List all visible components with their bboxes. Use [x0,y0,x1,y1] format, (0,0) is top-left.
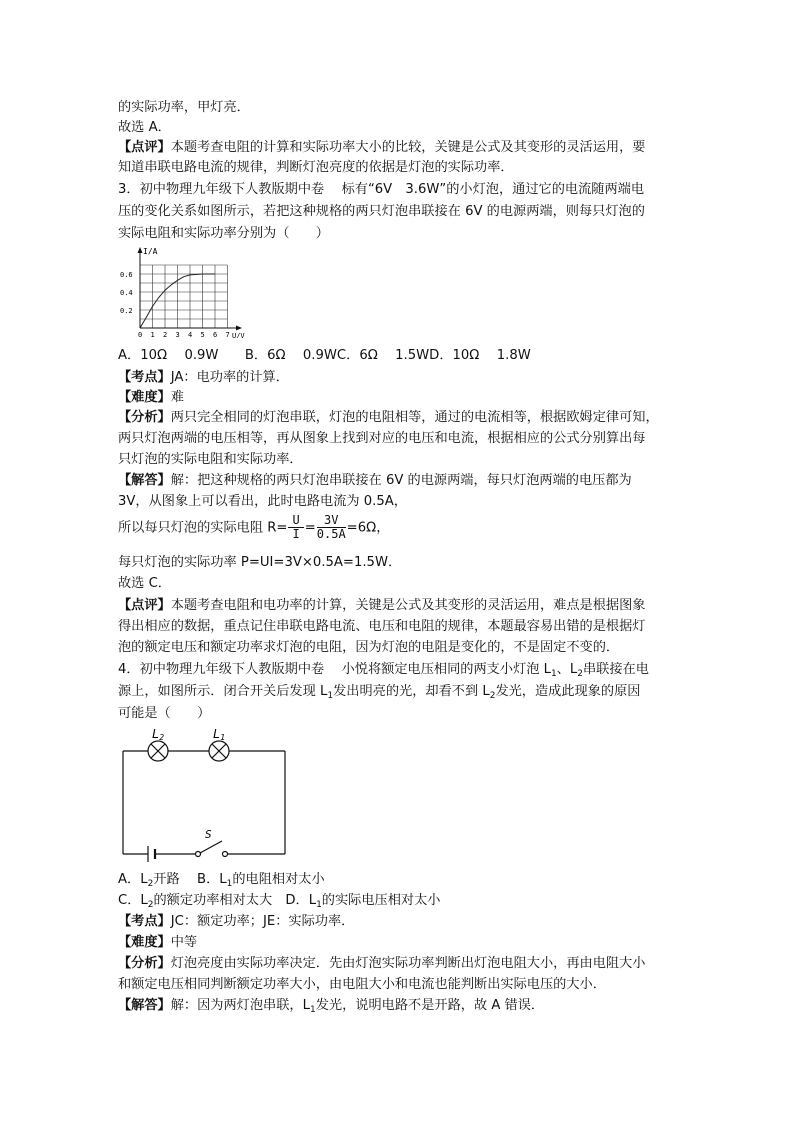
subscript: 1 [327,691,334,701]
q4-text: 、L [556,662,578,677]
subscript: 2 [147,879,154,889]
question-3-line: 压的变化关系如图所示，若把这种规格的两只灯泡串联接在 6V 的电源两端，则每只灯泡的 [118,204,645,219]
y-axis-arrow [138,247,143,253]
fraction-u-over-i [288,514,303,541]
fenxi-tag: 【分析】 [118,410,171,425]
nandu-line [118,388,184,408]
x-tick-label: 3 [175,331,180,338]
power-line: 每只灯泡的实际功率 P=UI=3V×0.5A=1.5W． [118,555,402,570]
x-axis-arrow [236,326,242,331]
kaodian-tag: 【考点】 [118,914,171,929]
comment-paragraph [118,138,646,158]
jieda-tag: 【解答】 [118,473,171,488]
question-4-options [118,870,325,890]
label-s: S [205,828,212,841]
question-4-line: 可能是（ ） [118,706,211,721]
nandu-text: 难 [170,390,184,405]
kaodian-text: JA：电功率的计算． [170,370,289,385]
option-text: 的额定功率相对太大 D．L [153,893,317,908]
jieda-line [118,996,544,1016]
q4-text: 串联接在电 [582,662,649,677]
subscript: 1 [309,1005,316,1015]
y-tick-label: 0.6 [120,271,133,279]
fraction-denominator: I [292,527,300,541]
subscript: 2 [489,691,496,701]
comment-tag: 【点评】 [118,598,171,613]
x-tick-label: 4 [188,331,193,338]
kaodian-text: JC：额定功率；JE：实际功率． [170,914,355,929]
question-3-line: 实际电阻和实际功率分别为（ ） [118,226,329,241]
jieda-text: 解：把这种规格的两只灯泡串联接在 6V 的电源两端，每只灯泡两端的电压都为 [170,473,632,488]
comment-paragraph [118,596,646,616]
q4-text: 源上，如图所示．闭合开关后发现 L [118,684,328,699]
option-text: 的电阻相对太小 [232,872,325,887]
q4-text: 发出明亮的光，却看不到 L [333,684,490,699]
jieda-line [118,471,632,491]
subscript: 1 [316,900,322,910]
question-4-line [118,660,649,680]
subscript: 2 [577,669,583,679]
y-axis-label: I/A [143,247,158,256]
option-text: 的实际电压相对太小 [321,893,441,908]
x-tick-label: 1 [150,331,155,338]
jieda-tag: 【解答】 [118,998,171,1013]
kaodian-line [118,912,354,932]
question-4-options [118,891,440,911]
switch-lever [200,841,222,853]
fenxi-line: 只灯泡的实际电阻和实际功率． [118,452,303,467]
nandu-text: 中等 [170,935,198,950]
text-line: 知道串联电路电流的规律，判断灯泡亮度的依据是灯泡的实际功率． [118,160,514,175]
iu-chart [118,246,248,338]
fraction-numerator: U [288,514,303,528]
kaodian-tag: 【考点】 [118,370,171,385]
choice-line: 故选 C． [118,576,171,591]
fenxi-line [118,954,646,974]
label-l2: L2 [152,727,165,742]
fraction-values [317,514,346,541]
fenxi-tag: 【分析】 [118,956,171,971]
kaodian-line [118,368,289,388]
question-4-line [118,682,641,702]
comment-line: 泡的额定电压和额定功率求灯泡的电阻，因为灯泡的电阻是变化的，不是固定不变的． [118,640,620,655]
fenxi-line [118,408,659,428]
jieda-line: 3V，从图象上可以看出，此时电路电流为 0.5A， [118,494,407,509]
comment-text: 本题考查电阻的计算和实际功率大小的比较，关键是公式及其变形的灵活运用，要 [170,140,646,155]
x-axis-label: U/V [232,332,245,338]
comment-text: 本题考查电阻和电功率的计算，关键是公式及其变形的灵活运用，难点是根据图象 [170,598,646,613]
x-tick-label: 0 [138,331,143,338]
comment-line: 得出相应的数据，重点记住串联电路电流、电压和电阻的规律，本题最容易出错的是根据灯 [118,619,646,634]
question-3-options: A．10Ω 0.9W B．6Ω 0.9WC．6Ω 1.5WD．10Ω 1.8W [118,348,531,363]
nandu-tag: 【难度】 [118,935,171,950]
fenxi-line: 和额定电压相同判断额定功率大小，由电阻大小和电流也能判断出实际电压的大小． [118,977,606,992]
q4-text: 发光，造成此现象的原因 [495,684,641,699]
subscript: 1 [550,669,557,679]
x-tick-label: 7 [225,331,230,338]
nandu-line [118,933,197,953]
option-text: A．L [118,872,148,887]
subscript: 1 [226,879,233,889]
fraction-denominator: 0.5A [316,527,346,541]
nandu-tag: 【难度】 [118,390,171,405]
subscript: 2 [147,900,154,910]
label-l1: L1 [213,727,226,742]
x-tick-label: 6 [213,331,218,338]
switch-contact [223,852,228,857]
formula-suffix: =6Ω， [346,520,390,536]
text-line: 故选 A． [118,120,171,135]
y-tick-label: 0.2 [120,307,133,315]
fraction-numerator: 3V [317,514,346,528]
question-3-line: 3．初中物理九年级下人教版期中卷 标有“6V 3.6W”的小灯泡，通过它的电流随两端电 [118,182,645,197]
fenxi-text: 灯泡亮度由实际功率决定．先由灯泡实际功率判断出灯泡电阻大小，再由电阻大小 [170,956,646,971]
option-text: 开路 B．L [153,872,227,887]
jieda-text: 解：因为两灯泡串联，L [170,998,310,1013]
x-tick-label: 5 [200,331,205,338]
jieda-text: 发光，说明电路不是开路，故 A 错误． [315,998,545,1013]
option-text: C．L [118,893,148,908]
comment-tag: 【点评】 [118,140,171,155]
switch-contact [196,852,201,857]
q4-text: 4．初中物理九年级下人教版期中卷 小悦将额定电压相同的两支小灯泡 L [118,662,551,677]
formula-prefix: 所以每只灯泡的实际电阻 R= [118,520,288,536]
fenxi-text: 两只完全相同的灯泡串联，灯泡的电阻相等，通过的电流相等，根据欧姆定律可知， [170,410,659,425]
x-tick-label: 2 [163,331,168,338]
text-line: 的实际功率，甲灯亮． [118,100,250,115]
y-tick-label: 0.4 [120,289,133,297]
fenxi-line: 两只灯泡两端的电压相等，再从图象上找到对应的电压和电流，根据相应的公式分别算出每 [118,431,646,446]
circuit-diagram [120,726,290,866]
resistance-formula: 所以每只灯泡的实际电阻 R= $\frac{U}{I}$ = $\frac{3V}{0.5A}$ =6Ω， [118,513,390,541]
